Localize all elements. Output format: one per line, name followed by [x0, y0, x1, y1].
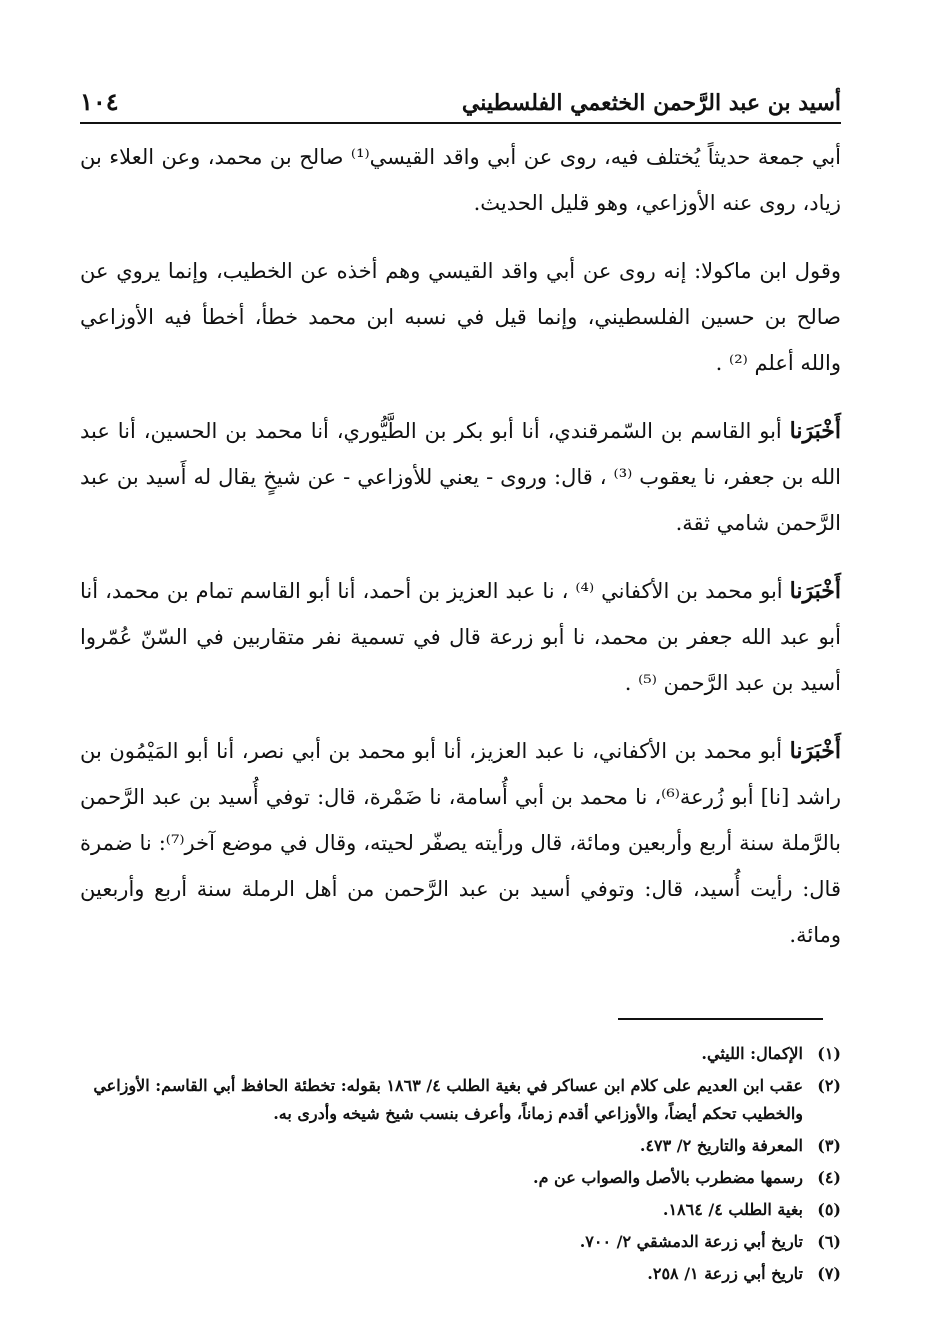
footnote-text: عقب ابن العديم على كلام ابن عساكر في بغية الطلب ٤/ ١٨٦٣ بقوله: تخطئة الحافظ أبي القاسم: الأوزاعي والخطيب تحكم أيضاً، والأوزاعي أقدم زماناً، وأعرف بنسب شيخ شيخه وأدرى به. [93, 1076, 803, 1123]
footnote-number: (٣) [817, 1136, 841, 1155]
paragraph-text: أبو محمد بن الأكفاني ⁽⁴⁾ ، نا عبد العزيز بن أحمد، أنا أبو القاسم تمام بن محمد، أنا أبو عبد الله جعفر بن محمد، نا أبو زرعة قال في تسمية نفر متقاربين في السّنّ عُمّروا أسيد بن عبد الرَّحمن ⁽⁵⁾ . [80, 579, 841, 695]
footnote-number: (٧) [817, 1264, 841, 1283]
footnote [80, 1040, 841, 1068]
footnote [80, 1228, 841, 1256]
footnote-separator [103, 1018, 823, 1019]
footnote-number: (٦) [817, 1232, 841, 1251]
footnote-text: المعرفة والتاريخ ٢/ ٤٧٣. [639, 1136, 803, 1155]
main-text [80, 134, 841, 980]
paragraph-text: أبو محمد بن الأكفاني، نا عبد العزيز، أنا أبو محمد بن أبي نصر، أنا أبو المَيْمُون بن راشد [نا] أبو زُرعة⁽⁶⁾، نا محمد بن أبي أُسامة، نا ضَمْرة، قال: توفي أُسيد بن عبد الرَّحمن بالرَّملة سنة أربع وأربعين ومائة، قال ورأيته يصفّر لحيته، وقال في موضع آخر⁽⁷⁾: نا ضمرة قال: رأيت أُسيد، قال: وتوفي أسيد بن عبد الرَّحمن من أهل الرملة سنة أربع وأربعين ومائة. [80, 739, 842, 947]
footnote [80, 1132, 841, 1160]
paragraph [80, 248, 841, 386]
footnote-number: (٤) [817, 1168, 841, 1187]
running-header [80, 70, 841, 124]
footnote-number: (٢) [817, 1076, 841, 1095]
footnote-number: (١) [817, 1044, 841, 1063]
paragraph-keyword: أَخْبَرَنا [789, 738, 841, 764]
paragraph-keyword: أَخْبَرَنا [789, 418, 841, 444]
paragraph-text: أبي جمعة حديثاً يُختلف فيه، روى عن أبي واقد القيسي⁽¹⁾ صالح بن محمد، وعن العلاء بن زياد، روى عنه الأوزاعي، وهو قليل الحديث. [80, 145, 841, 215]
footnote [80, 1260, 841, 1288]
paragraph-text: أبو القاسم بن السّمرقندي، أنا أبو بكر بن الطَّيُّوري، أنا محمد بن الحسين، أنا عبد الله بن جعفر، نا يعقوب ⁽³⁾ ، قال: وروى - يعني للأوزاعي - عن شيخٍ يقال له أَسيد بن عبد الرَّحمن شامي ثقة. [80, 419, 842, 535]
footnote [80, 1164, 841, 1192]
footnote-text: بغية الطلب ٤/ ١٨٦٤. [662, 1200, 803, 1219]
footnote [80, 1196, 841, 1224]
paragraph [80, 728, 841, 958]
paragraph-keyword: أَخْبَرَنا [789, 578, 841, 604]
footnote [80, 1072, 841, 1128]
running-title: أسيد بن عبد الرَّحمن الخثعمي الفلسطيني [461, 90, 841, 116]
paragraph [80, 134, 841, 226]
footnotes [80, 1040, 841, 1292]
page-number: ١٠٤ [80, 87, 119, 116]
footnote-number: (٥) [817, 1200, 841, 1219]
footnote-text: تاريخ أبي زرعة الدمشقي ٢/ ٧٠٠. [579, 1232, 803, 1251]
paragraph-text: وقول ابن ماكولا: إنه روى عن أبي واقد القيسي وهم أخذه عن الخطيب، وإنما يروي عن صالح بن حسين الفلسطيني، وإنما قيل في نسبه ابن محمد خطأ، أخطأ فيه الأوزاعي والله أعلم ⁽²⁾ . [80, 259, 841, 375]
footnote-text: تاريخ أبي زرعة ١/ ٢٥٨. [647, 1264, 803, 1283]
paragraph [80, 408, 841, 546]
footnote-text: رسمها مضطرب بالأصل والصواب عن م. [533, 1168, 803, 1187]
footnote-text: الإكمال: الليثي. [701, 1044, 803, 1063]
paragraph [80, 568, 841, 706]
